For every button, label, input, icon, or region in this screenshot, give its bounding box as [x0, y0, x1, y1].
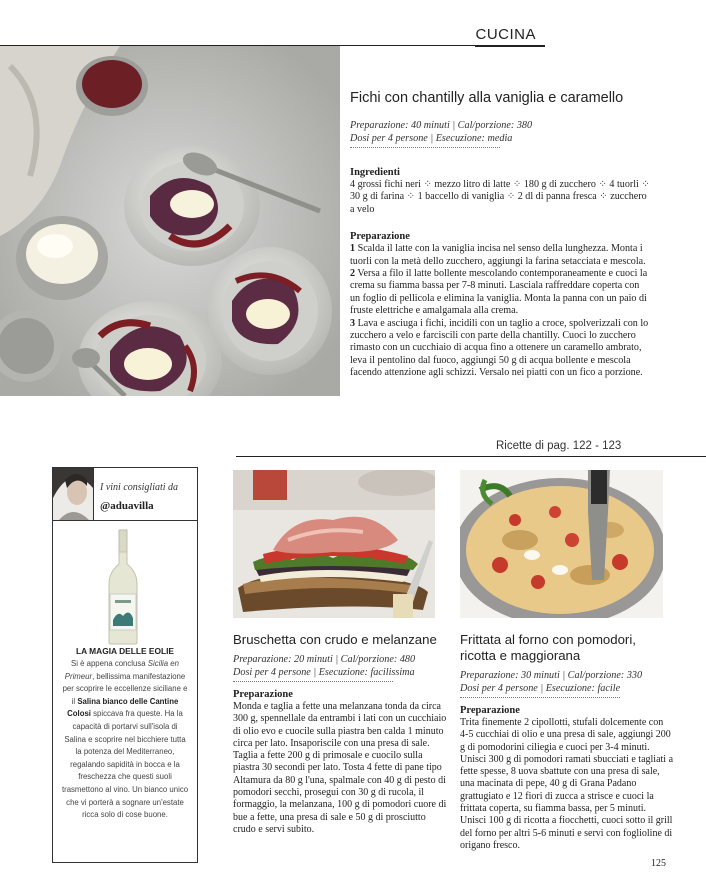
figs-photo	[0, 46, 340, 396]
step-number: 2	[350, 268, 356, 280]
ingredients-text: 4 grossi fichi neri ⁘ mezzo litro di latte ⁘ 180 g di zucchero ⁘ 4 tuorli ⁘ 30 g di farina ⁘ 1 baccello di vaniglia ⁘ 2 dl di panna fresca ⁘ zucchero a velo	[350, 179, 650, 215]
preparation-heading: Preparazione	[350, 231, 410, 243]
bruschetta-title: Bruschetta con crudo e melanzane	[233, 632, 437, 647]
header-rule-accent	[475, 45, 545, 47]
meta-divider	[233, 681, 393, 682]
wine-text-part: Si è appena conclusa	[71, 659, 148, 668]
meta-divider	[350, 147, 500, 148]
page-number: 125	[651, 858, 666, 869]
frittata-meta-prep: Preparazione: 30 minuti | Cal/porzione: 330	[460, 670, 643, 681]
step-number: 3	[350, 317, 356, 329]
bruschetta-recipe	[233, 632, 447, 836]
section-rule	[236, 456, 706, 457]
bruschetta-meta-servings: Dosi per 4 persone | Esecuzione: facilissima	[233, 666, 415, 678]
bruschetta-meta-prep: Preparazione: 20 minuti | Cal/porzione: 480	[233, 654, 416, 665]
frittata-preparation-text: Trita finemente 2 cipollotti, stufali dolcemente con 4-5 cucchiai di olio e una presa di sale, aggiungi 200 g di pomodorini ciliegia e cuoci per 3-4 minuti. Unisci 300 g di pomodori ramati sbucciati e tagliati a fette spesse, 8 uova sbattute con una presa di sale, una macinata di pepe, 40 g di Grana Padano grattugiato e 12 fiori di zucca a strisce e cuoci la frittata coperta, su fiamma bassa, per 5 minuti. Unisci 100 g di ricotta a fiocchetti, cuoci sotto il grill del forno per altri 5-6 minuti e servi con foglioline di origano fresco.	[460, 717, 674, 851]
wine-header	[53, 468, 197, 521]
bruschetta-preparation-heading: Preparazione	[233, 689, 293, 700]
recipe-title: Fichi con chantilly alla vaniglia e caramello	[350, 90, 624, 106]
avatar	[53, 468, 94, 520]
bruschetta-preparation-text: Monda e taglia a fette una melanzana tonda da circa 300 g, spennellale da entrambi i lati con un cucchiaio di olio evo e cuocile sulla piastra ben calda 1 minuto circa per lato. Insaporiscile con una presa di sale. Taglia a fette 200 g di primosale e cuocilo sulla piastra 30 secondi per lato. Tosta 4 fette di pane tipo Altamura da 80 g l'una, spalmale con 40 g di pesto di pomodori secchi, prosegui con 30 g di rucola, il formaggio, la melanzana, 100 g di pomodori cuore di bue a fette, una presa di sale e 50 g di prosciutto crudo e servi subito.	[233, 701, 447, 835]
wine-kicker: I vini consigliati da	[100, 482, 179, 493]
meta-divider	[460, 697, 620, 698]
section-label: CUCINA	[475, 26, 536, 43]
recipe-meta-servings: Dosi per 4 persone | Esecuzione: media	[350, 132, 513, 144]
frittata-title: Frittata al forno con pomodori, ricotta e maggiorana	[460, 632, 636, 663]
step-text: Lava e asciuga i fichi, incidili con un taglio a croce, spolverizzali con lo zucchero a velo e farciscili con parte della chantilly. Cuoci lo zucchero rimasto con un cucchiaio di acqua fino a ottenere un caramello ambrato, leva il pentolino dal fuoco, aggiungi 50 g di acqua bollente e mescola facendo attenzione agli schizzi. Versalo nei piatti con un fico a porzione.	[350, 317, 649, 379]
step-text: Versa a filo il latte bollente mescolando contemporaneamente e cuoci la crema su fiamma bassa per 7-8 minuti. Lasciala raffreddare coperta con un foglio di pellicola e elimina la vaniglia. Monta la panna con un paio di fruste elettriche e amalgamala alla crema.	[350, 268, 648, 317]
wine-bottle-image	[103, 528, 143, 646]
preparation-steps	[350, 243, 650, 379]
wine-text-part: spiccava fra queste. Ha la capacità di portarvi sull'isola di Salina e scoprire nel bicchiere tutta la potenza del Mediterraneo, regalando sapidità in bocca e la freschezza che questi suoli trasmettono al vino. Un bianco unico che vi porterà a sognare un'estate ricca solo di cose buone.	[61, 709, 189, 820]
recipe-meta-prep: Preparazione: 40 minuti | Cal/porzione: 380	[350, 120, 533, 131]
bruschetta-photo	[233, 470, 435, 618]
wine-author-handle: @aduavilla	[100, 500, 154, 512]
wine-text-highlight: Salina bianco delle Cantine Colosi	[67, 696, 179, 719]
wine-title: LA MAGIA DELLE EOLIE	[75, 646, 175, 656]
wine-description	[61, 658, 189, 822]
step-number: 1	[350, 243, 356, 255]
wine-text-part: , bellissima manifestazione per scoprire le eccellenze siciliane e il	[62, 671, 188, 706]
wine-text-event: Sicilia en Primeur	[64, 659, 179, 681]
wine-recommendation	[52, 467, 198, 863]
related-recipes-label: Ricette di pag. 122 - 123	[496, 440, 622, 452]
frittata-photo	[460, 470, 663, 618]
frittata-preparation-heading: Preparazione	[460, 705, 520, 716]
frittata-recipe	[460, 632, 674, 852]
ingredients-heading: Ingredienti	[350, 167, 400, 178]
main-recipe	[350, 90, 650, 380]
step-text: Scalda il latte con la vaniglia incisa nel senso della lunghezza. Monta i tuorli con la metà dello zucchero, aggiungi la farina setacciata e mescola.	[350, 243, 646, 267]
frittata-meta-servings: Dosi per 4 persone | Esecuzione: facile	[460, 682, 621, 694]
